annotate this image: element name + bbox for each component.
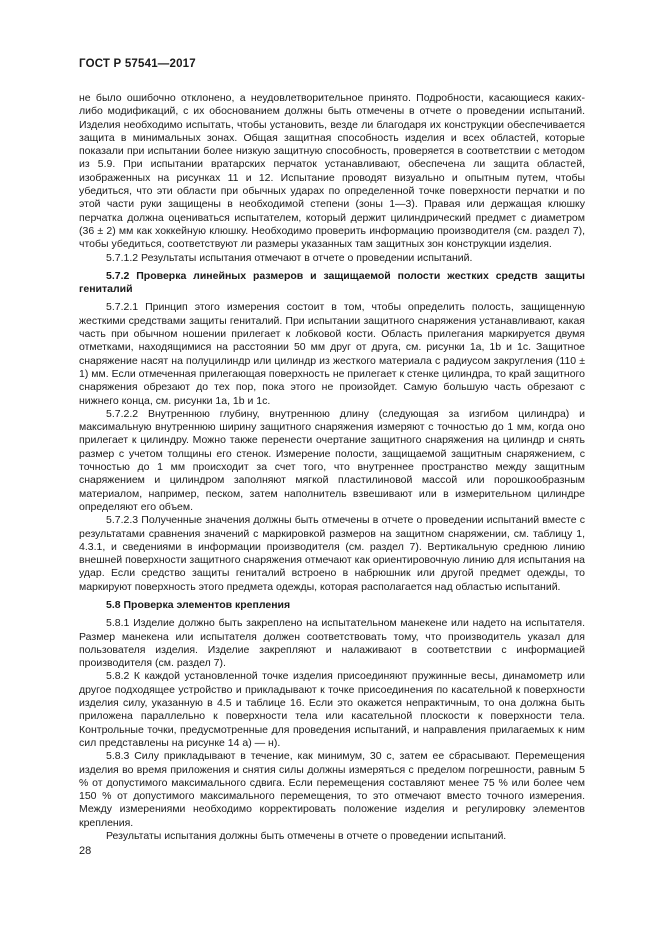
section-heading-5-8: 5.8 Проверка элементов крепления bbox=[106, 598, 291, 611]
page-body bbox=[79, 92, 585, 843]
paragraph-5-7-2-2: 5.7.2.2 Внутреннюю глубину, внутреннюю длину (следующая за изгибом цилиндра) и максимальную внутреннюю ширину защитного снаряжения измеряют с точностью до 1 мм, когда оно прилегает к цилиндру. Можно также перенести очертание защитного снаряжения на цилиндр и снять размер с учетом толщины его стенок. Измерение полости, защищаемой защитным снаряжением, с точностью до 1 мм происходит за счет того, что внутреннее пространство между защитным снаряжением и цилиндром заполняют мягкой пластилиновой массой или порошкообразным материалом, например, песком, затем наполнитель взвешивают или в измерительном цилиндре определяют его объем. bbox=[79, 407, 585, 513]
paragraph-continuation: не было ошибочно отклонено, а неудовлетворительное принято. Подробности, касающиеся каких-либо модификаций, с их обоснованием должны быть отмечены в отчете о проведении испытаний. Изделия необходимо испытать, чтобы установить, везде ли благодаря их конструкции обеспечивается защита в минимальных зонах. Общая защитная способность изделия и всех областей, которые показали при испытании более низкую защитную способность, проверяется в соответствии с методом из 5.9. При испытании вратарских перчаток устанавливают, обеспечена ли защита областей, изображенных на рисунках 11 и 12. Испытание проводят визуально и опытным путем, чтобы убедиться, что эти области при обычных ударах по определенной точке поверхности перчатки и по этой части руки защищены в необходимой степени (зоны 1—3). Правая или держащая клюшку перчатка должна оцениваться испытателем, который держит цилиндрический предмет с диаметром (36 ± 2) мм как хоккейную клюшку. Необходимо проверить информацию производителя (см. раздел 7), чтобы убедиться, соответствуют ли размеры указанных там защитных зон конструкции изделия. bbox=[79, 92, 585, 251]
paragraph-results: Результаты испытания должны быть отмечены в отчете о проведении испытаний. bbox=[106, 830, 507, 843]
paragraph-5-7-1-2: 5.7.1.2 Результаты испытания отмечают в отчете о проведении испытаний. bbox=[106, 251, 473, 264]
page-number: 28 bbox=[79, 845, 92, 857]
document-header: ГОСТ Р 57541—2017 bbox=[79, 58, 196, 70]
paragraph-5-7-2-3: 5.7.2.3 Полученные значения должны быть отмечены в отчете о проведении испытаний вместе с результатами сравнения значений с маркировкой размеров на защитном снаряжении, см. таблицу 1, 4.3.1, и сведениями в информации производителя (см. раздел 7). Вертикальную среднюю линию внешней поверхности защитного снаряжения отмечают как ориентировочную линию для испытания на удар. Если средство защиты гениталий встроено в набрюшник или другой предмет одежды, то маркируют поверхность этого предмета одежды, которая располагается над областью испытаний. bbox=[79, 514, 585, 593]
paragraph-5-8-2: 5.8.2 К каждой установленной точке изделия присоединяют пружинные весы, динамометр или другое подходящее устройство и прикладывают к точке присоединения по касательной к поверхности изделия силу, указанную в 4.5 и таблице 16. Если это окажется непрактичным, то она должна быть приложена параллельно к поверхности тела или касательной плоскости к поверхности тела. Контрольные точки, предусмотренные для проведения испытаний, и направления прилагаемых к ним сил представлены на рисунке 14 а) — н). bbox=[79, 670, 585, 749]
paragraph-5-8-1: 5.8.1 Изделие должно быть закреплено на испытательном манекене или надето на испытателя. Размер манекена или испытателя должен соответствовать тому, что производитель указал для пользователя изделия. Изделие закрепляют и налаживают в соответствии с информацией производителя (см. раздел 7). bbox=[79, 617, 585, 670]
section-heading-5-7-2: 5.7.2 Проверка линейных размеров и защищаемой полости жестких средств защиты гениталий bbox=[79, 269, 585, 296]
paragraph-5-8-3: 5.8.3 Силу прикладывают в течение, как минимум, 30 с, затем ее сбрасывают. Перемещения изделия во время приложения и снятия силы должны измеряться с пределом погрешности, равным 5 % от допустимого максимального сдвига. Если перемещения составляют менее 75 % или более чем 150 % от допустимого максимального перемещения, то это отмечают вместо точного измерения. Между измерениями необходимо корректировать положение изделия и регулировку элементов крепления. bbox=[79, 750, 585, 829]
paragraph-5-7-2-1: 5.7.2.1 Принцип этого измерения состоит в том, чтобы определить полость, защищенную жесткими средствами защиты гениталий. При испытании защитного снаряжения устанавливают, какая часть при обычном ношении прилегает к лобковой кости. Область прилегания маркируется двумя отметками, находящимися на расстоянии 50 мм друг от друга, см. рисунки 1a, 1b и 1c. Защитное снаряжение насят на полуцилиндр или цилиндр из жесткого материала с радиусом закругления (110 ± 1) мм. Если отмеченная прилегающая поверхность не прилегает к стенке цилиндра, то край защитного снаряжения обрезают до тех пор, пока этого не произойдет. Самую большую часть обрезают с нижнего конца, см. рисунки 1a, 1b и 1c. bbox=[79, 301, 585, 407]
